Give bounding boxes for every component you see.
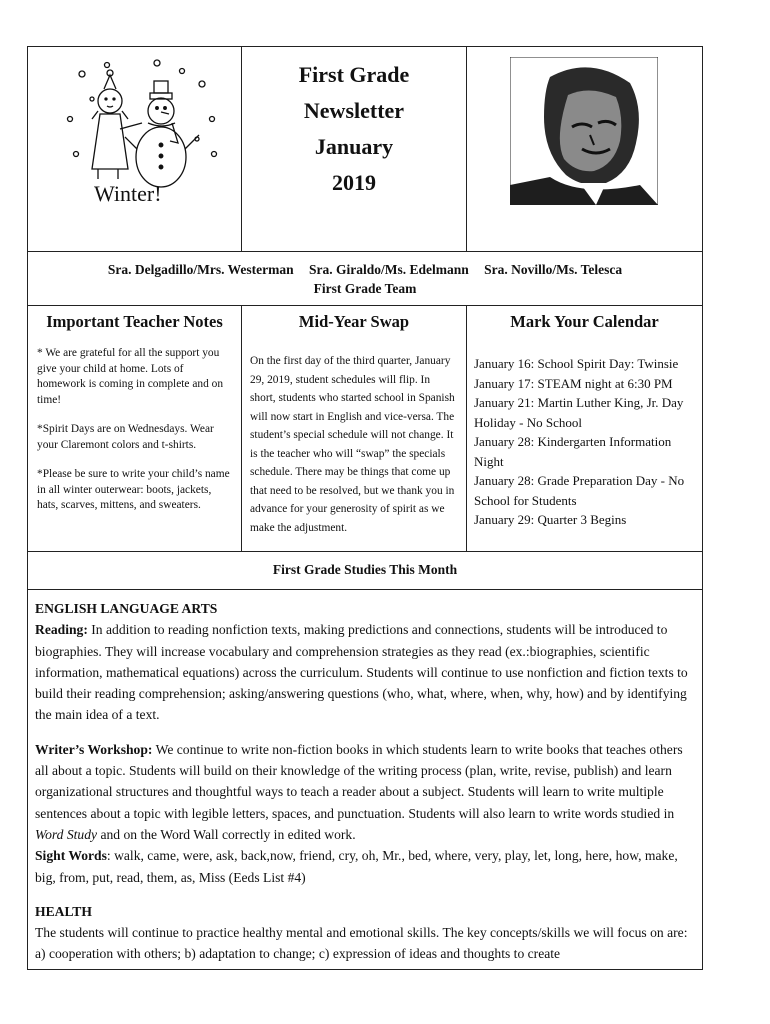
teacher-pair-3: Sra. Novillo/Ms. Telesca <box>484 262 623 277</box>
calendar-item: January 16: School Spirit Day: Twinsie <box>474 356 679 371</box>
reading-label: Reading: <box>35 622 88 638</box>
team-row <box>28 252 702 306</box>
teacher-notes-heading: Important Teacher Notes <box>46 312 223 331</box>
teacher-pair-2: Sra. Giraldo/Ms. Edelmann <box>308 262 469 277</box>
calendar-item: January 28: Grade Preparation Day - No School for Students <box>474 473 685 508</box>
teacher-note-2: *Spirit Days are on Wednesdays. Wear your Claremont colors and t-shirts. <box>37 423 214 451</box>
team-label: First Grade Team <box>313 281 417 296</box>
writers-workshop-text-2: and on the Word Wall correctly in edited work. <box>97 826 356 842</box>
teacher-names <box>28 260 702 279</box>
health-text: The students will continue to practice healthy mental and emotional skills. The key concepts/skills we will focus on are: a) cooperation with others; b) adaptation to change; c) expression of ideas and thoughts to create <box>35 925 688 962</box>
studies-body <box>28 590 702 965</box>
writers-workshop-text-1: We continue to write non-fiction books in which students learn to write books that teaches others all about a topic. Students will build on their knowledge of the writing process (plan, write, revise, publish) and learn organizational structures and thoughtful ways to teach a reader about a subject. Students will learn to write multiple sentences about a topic with legible letters, spaces, and punctuation. Students will also learn to write words studied in <box>35 741 683 821</box>
winter-snowman-illustration <box>62 59 222 209</box>
calendar-heading: Mark Your Calendar <box>510 312 659 331</box>
teacher-pair-1: Sra. Delgadillo/Mrs. Westerman <box>107 262 294 277</box>
writers-workshop-paragraph <box>35 739 694 888</box>
writers-workshop-label: Writer’s Workshop: <box>35 741 153 757</box>
title-line-1: First Grade <box>298 62 410 87</box>
sight-words-label: Sight Words <box>35 848 107 864</box>
teacher-note-3: *Please be sure to write your child’s name in all winter outerwear: boots, jackets, hats, scarves, mittens, and sweaters. <box>37 468 230 511</box>
sight-words-text: : walk, came, were, ask, back,now, friend, cry, oh, Mr., bed, where, very, play, let, long, here, how, make, big, from, put, read, them, as, Miss (Eeds List #4) <box>35 848 678 885</box>
winter-clipart-cell <box>28 47 242 251</box>
mid-year-swap-heading: Mid-Year Swap <box>298 312 410 331</box>
title-line-2: Newsletter <box>303 98 405 123</box>
title-cell <box>242 47 467 251</box>
reading-text: In addition to reading nonfiction texts, making predictions and connections, students will be introduced to biographies. They will increase vocabulary and comprehension strategies as they read (ex.:biographies, scientific information, mathematical equations) across the curriculum. Students will continue to use nonfiction and fiction texts to build their reading comprehension; asking/answering questions (who, what, where, when, why, how) and by identifying the main idea of a text. <box>35 622 688 723</box>
reading-paragraph <box>35 619 694 725</box>
teacher-note-1: * We are grateful for all the support you give your child at home. Lots of homework is coming in complete and on time! <box>37 347 224 406</box>
newsletter-page <box>27 46 703 970</box>
calendar-list <box>474 354 695 530</box>
calendar-item: January 17: STEAM night at 6:30 PM <box>474 375 673 391</box>
word-study-italic: Word Study <box>35 826 98 842</box>
header-row <box>28 47 702 252</box>
title-line-3: January <box>314 134 394 159</box>
winter-art-caption: Winter! <box>94 181 162 206</box>
title-line-4: 2019 <box>332 170 376 195</box>
ela-heading: ENGLISH LANGUAGE ARTS <box>35 601 218 616</box>
portrait-cell <box>467 47 702 251</box>
teacher-notes-column <box>28 306 242 551</box>
calendar-item: January 28: Kindergarten Information Night <box>474 434 672 469</box>
calendar-item: January 29: Quarter 3 Begins <box>474 512 627 527</box>
info-columns-row <box>28 306 702 552</box>
health-heading: HEALTH <box>35 903 92 919</box>
mid-year-swap-text: On the first day of the third quarter, January 29, 2019, student schedules will flip. In short, students who started school in Spanish will now start in English and vice-versa. The student’s special schedule will not change. It is the teacher who will “swap” the specials schedule. There may be things that come up that need to be resolved, but we thank you in advance for your generosity of spirit as we make the adjustment. <box>250 355 455 534</box>
mlk-portrait-illustration <box>510 57 658 205</box>
mid-year-swap-column <box>242 306 467 551</box>
studies-heading-row <box>28 552 702 590</box>
studies-heading: First Grade Studies This Month <box>272 562 458 577</box>
calendar-item: January 21: Martin Luther King, Jr. Day Holiday - No School <box>474 395 684 430</box>
calendar-column <box>467 306 702 551</box>
